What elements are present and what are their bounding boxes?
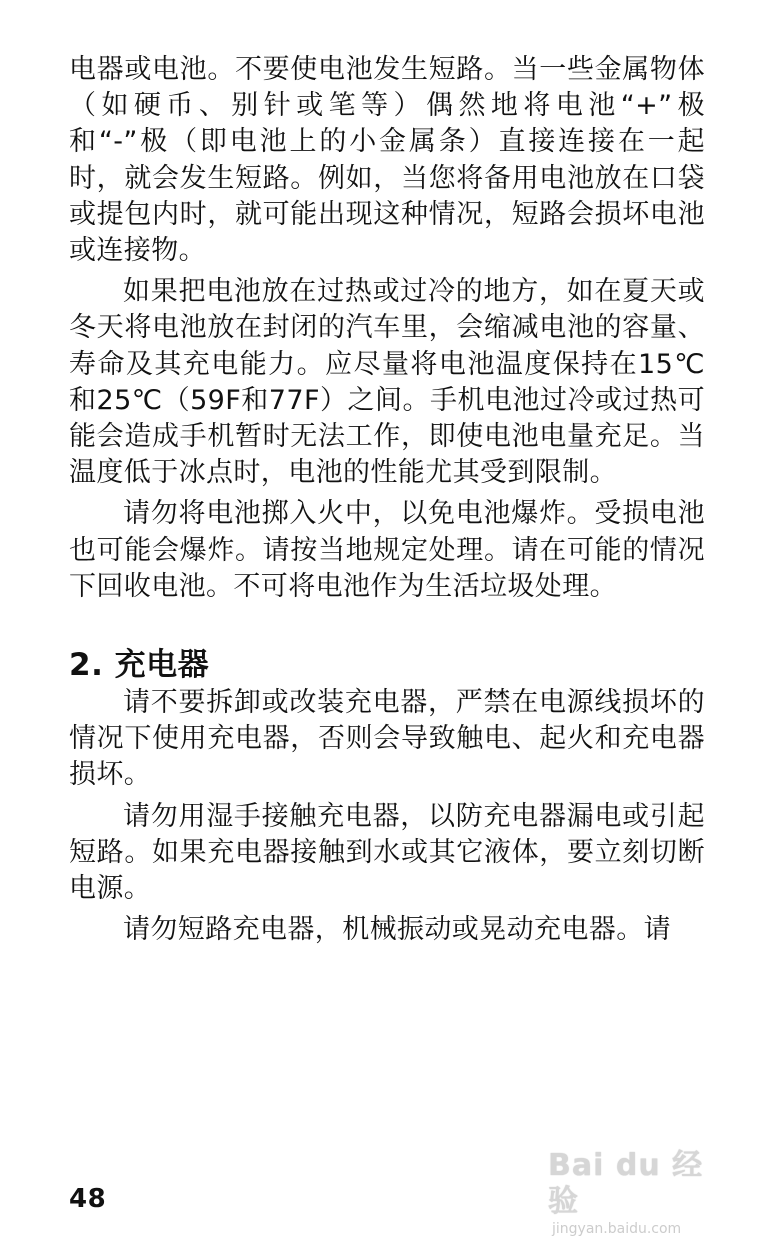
paragraph-charger-modification: 请不要拆卸或改装充电器，严禁在电源线损坏的情况下使用充电器，否则会导致触电、起火和充电器损坏。: [69, 687, 705, 791]
page-number: 48: [69, 1184, 107, 1214]
paragraph-battery-short-circuit: 电器或电池。不要使电池发生短路。当一些金属物体（如硬币、别针或笔等）偶然地将电池“+”极和“-”极（即电池上的小金属条）直接连接在一起时，就会发生短路。例如，当您将备用电池放在口袋或提包内时，就可能出现这种情况，短路会损坏电池或连接物。: [69, 54, 705, 267]
watermark-url: jingyan.baidu.com: [552, 1221, 682, 1237]
watermark-logo: Bai du 经验: [548, 1148, 704, 1219]
document-body: [69, 52, 705, 948]
paragraph-charger-wet-hands: 请勿用湿手接触充电器，以防充电器漏电或引起短路。如果充电器接触到水或其它液体，要立刻切断电源。: [69, 800, 705, 905]
section-heading-charger: 2. 充电器: [69, 647, 210, 684]
paragraph-battery-disposal: 请勿将电池掷入火中，以免电池爆炸。受损电池也可能会爆炸。请按当地规定处理。请在可能的情况下回收电池。不可将电池作为生活垃圾处理。: [69, 498, 705, 602]
paragraph-battery-temperature: 如果把电池放在过热或过冷的地方，如在夏天或冬天将电池放在封闭的汽车里，会缩减电池的容量、寿命及其充电能力。应尽量将电池温度保持在15℃和25℃（59F和77F）之间。手机电池过冷或过热可能会造成手机暂时无法工作，即使电池电量充足。当温度低于冰点时，电池的性能尤其受到限制。: [69, 276, 705, 489]
paragraph-charger-short-circuit: 请勿短路充电器，机械振动或晃动充电器。请: [123, 914, 671, 946]
baidu-jingyan-watermark: [548, 1148, 728, 1237]
